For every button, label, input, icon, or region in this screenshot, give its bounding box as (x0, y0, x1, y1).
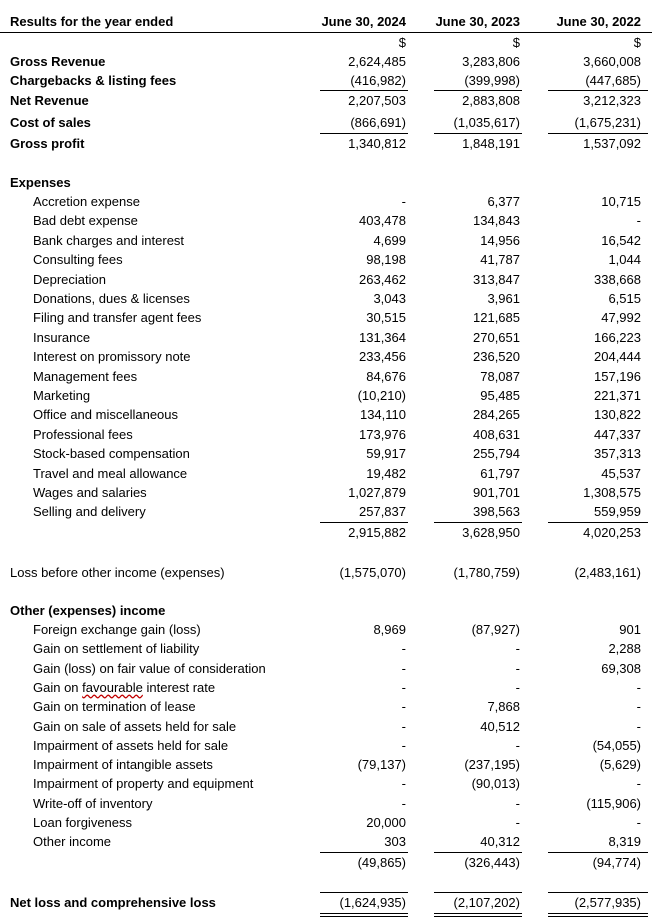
value-2024: - (401, 737, 406, 753)
value-2024: 19,482 (366, 465, 406, 481)
value-2024: (10,210) (357, 388, 406, 403)
summary-row-gross-revenue (0, 52, 664, 71)
value-2024: 4,699 (373, 232, 406, 248)
other-heading-row (0, 601, 664, 620)
expense-item-row (0, 270, 664, 289)
expense-item-row (0, 405, 664, 424)
row-label: Impairment of intangible assets (33, 757, 213, 773)
value-2023: 14,956 (480, 232, 520, 248)
row-label: Foreign exchange gain (loss) (33, 622, 201, 637)
summary-row-net-revenue (0, 91, 664, 110)
value-2023: 3,961 (487, 291, 520, 306)
value-2023: 41,787 (480, 252, 520, 268)
expense-item-row (0, 211, 664, 230)
value-2022: 901 (619, 622, 641, 637)
summary-row-cost-of-sales (0, 113, 664, 132)
value-2022: (1,675,231) (574, 115, 641, 130)
spellcheck-underline: favourable (82, 679, 143, 695)
other-item-row (0, 736, 664, 755)
value-2024: 84,676 (366, 368, 406, 384)
value-2024: - (401, 660, 406, 676)
value-2023: 61,797 (480, 465, 520, 481)
row-label: Office and miscellaneous (33, 407, 179, 423)
expense-item-row (0, 367, 664, 386)
value-2024: - (401, 679, 406, 695)
other-item-row (0, 697, 664, 716)
other-item-row (0, 813, 664, 832)
expense-item-row (0, 192, 664, 211)
value-2023: 134,843 (473, 213, 520, 229)
value-2022: - (636, 213, 641, 229)
value-2022: 357,313 (594, 446, 641, 462)
other-item-row (0, 620, 664, 639)
value-2023: 1,848,191 (462, 136, 520, 151)
loss-before-other-row (0, 563, 664, 582)
table-title: Results for the year ended (10, 14, 174, 29)
row-label: Gain on favourable interest rate (33, 679, 216, 695)
row-label: Management fees (33, 368, 138, 384)
value-2022: - (636, 815, 641, 830)
row-label: Consulting fees (33, 252, 123, 268)
value-2023: (90,013) (471, 776, 520, 792)
value-2022: (2,577,935) (574, 895, 641, 910)
value-2022: - (636, 718, 641, 734)
value-2022: 3,212,323 (583, 93, 641, 108)
expense-item-row (0, 231, 664, 250)
expense-item-row (0, 308, 664, 327)
value-2023: - (515, 660, 520, 676)
row-label: Cost of sales (10, 115, 91, 130)
value-2024: 2,915,882 (348, 525, 406, 540)
value-2022: 338,668 (594, 271, 641, 287)
value-2024: - (401, 641, 406, 657)
value-2023: 7,868 (487, 699, 520, 715)
value-2024: 257,837 (359, 504, 406, 520)
value-2022: 221,371 (594, 388, 641, 403)
other-heading: Other (expenses) income (10, 603, 166, 618)
expense-item-row (0, 502, 664, 521)
row-label: Accretion expense (33, 194, 140, 209)
value-2023: (2,107,202) (453, 895, 520, 910)
value-2023: (237,195) (464, 757, 520, 773)
value-2024: (1,624,935) (339, 895, 406, 910)
value-2023: 95,485 (480, 388, 520, 403)
value-2023: (399,998) (464, 73, 520, 88)
expenses-heading: Expenses (10, 175, 71, 190)
expense-item-row (0, 425, 664, 444)
row-label: Professional fees (33, 426, 133, 442)
value-2023: 255,794 (473, 446, 520, 462)
value-2024: - (401, 194, 406, 209)
other-item-row (0, 755, 664, 774)
value-2022: (94,774) (592, 855, 641, 870)
value-2023: - (515, 737, 520, 753)
value-2023: (1,780,759) (453, 565, 520, 580)
value-2023: 2,883,808 (462, 93, 520, 108)
value-2023: 901,701 (473, 485, 520, 500)
value-2024: 98,198 (366, 252, 406, 268)
value-2022: (2,483,161) (574, 565, 641, 580)
expense-item-row (0, 444, 664, 463)
row-label: Marketing (33, 388, 91, 403)
value-2023: (326,443) (464, 855, 520, 870)
value-2022: 447,337 (594, 426, 641, 442)
total-rule (320, 916, 408, 917)
value-2023: 398,563 (473, 504, 520, 520)
row-label: Selling and delivery (33, 504, 146, 520)
total-rule (434, 913, 522, 914)
value-2023: 313,847 (473, 271, 520, 287)
row-label: Write-off of inventory (33, 795, 153, 811)
currency-2023: $ (512, 35, 520, 50)
row-label: Interest on promissory note (33, 349, 191, 365)
value-2024: (1,575,070) (339, 565, 406, 580)
value-2022: 166,223 (594, 329, 641, 345)
value-2024: - (401, 718, 406, 734)
value-2023: 3,628,950 (462, 525, 520, 540)
row-label: Loan forgiveness (33, 815, 133, 830)
expense-item-row (0, 250, 664, 269)
row-label: Gain on settlement of liability (33, 641, 200, 657)
value-2023: 408,631 (473, 426, 520, 442)
expense-item-row (0, 483, 664, 502)
expense-item-row (0, 464, 664, 483)
column-header-2023: June 30, 2023 (435, 14, 520, 29)
other-item-row (0, 794, 664, 813)
value-2024: 2,624,485 (348, 54, 406, 69)
currency-2022: $ (633, 35, 641, 50)
value-2024: 263,462 (359, 271, 406, 287)
value-2022: (115,906) (586, 795, 641, 811)
row-label: Gain on sale of assets held for sale (33, 718, 237, 734)
total-rule (548, 913, 648, 914)
value-2024: (416,982) (350, 73, 406, 88)
expense-item-row (0, 386, 664, 405)
other-item-row (0, 659, 664, 678)
value-2024: 8,969 (373, 622, 406, 637)
value-2024: 131,364 (359, 329, 406, 345)
value-2024: (866,691) (350, 115, 406, 130)
row-label: Impairment of property and equipment (33, 776, 254, 792)
other-item-row (0, 717, 664, 736)
value-2022: (54,055) (592, 737, 641, 753)
value-2023: (87,927) (471, 622, 520, 637)
value-2022: 8,319 (608, 834, 641, 850)
value-2023: (1,035,617) (453, 115, 520, 130)
value-2022: 1,537,092 (583, 136, 641, 151)
total-rule (320, 913, 408, 914)
value-2022: 1,308,575 (583, 485, 641, 500)
row-label: Bad debt expense (33, 213, 138, 229)
value-2022: 6,515 (608, 291, 641, 306)
value-2022: (5,629) (599, 757, 641, 773)
value-2024: 20,000 (366, 815, 406, 830)
value-2024: (79,137) (357, 757, 406, 773)
currency-2024: $ (398, 35, 406, 50)
value-2024: (49,865) (357, 855, 406, 870)
column-header-2024: June 30, 2024 (321, 14, 406, 29)
expense-item-row (0, 289, 664, 308)
row-label: Net loss and comprehensive loss (10, 895, 216, 910)
row-label: Bank charges and interest (33, 232, 185, 248)
value-2022: 3,660,008 (583, 54, 641, 69)
value-2023: 40,512 (480, 718, 520, 734)
value-2023: 78,087 (480, 368, 520, 384)
value-2022: - (636, 776, 641, 792)
row-label: Gross profit (10, 136, 85, 151)
value-2023: - (515, 795, 520, 811)
value-2022: 2,288 (608, 641, 641, 657)
total-rule (548, 916, 648, 917)
row-label: Impairment of assets held for sale (33, 737, 229, 753)
row-label: Loss before other income (expenses) (10, 565, 225, 580)
other-item-row (0, 639, 664, 658)
value-2022: 69,308 (601, 660, 641, 676)
value-2023: 3,283,806 (462, 54, 520, 69)
net-loss-row (0, 893, 664, 912)
value-2023: 270,651 (473, 329, 520, 345)
value-2024: 1,340,812 (348, 136, 406, 151)
value-2023: - (515, 679, 520, 695)
summary-row-gross-profit (0, 134, 664, 153)
row-label: Gross Revenue (10, 54, 106, 69)
value-2024: 59,917 (366, 446, 406, 462)
value-2023: 40,312 (480, 834, 520, 850)
value-2022: - (636, 679, 641, 695)
row-label: Chargebacks & listing fees (10, 73, 177, 88)
value-2024: 173,976 (359, 426, 406, 442)
value-2022: 45,537 (601, 465, 641, 481)
value-2023: - (515, 815, 520, 830)
other-item-row (0, 678, 664, 697)
row-label: Filing and transfer agent fees (33, 310, 202, 326)
value-2023: 236,520 (473, 349, 520, 365)
expenses-heading-row (0, 173, 664, 192)
value-2023: 121,685 (473, 310, 520, 326)
value-2022: 204,444 (594, 349, 641, 365)
value-2022: 10,715 (601, 194, 641, 209)
value-2024: 3,043 (373, 291, 406, 306)
value-2024: 233,456 (359, 349, 406, 365)
row-label: Travel and meal allowance (33, 465, 188, 481)
expenses-total-row (0, 523, 664, 542)
column-header-2022: June 30, 2022 (556, 14, 641, 29)
value-2022: - (636, 699, 641, 715)
value-2022: 16,542 (601, 232, 641, 248)
value-2022: 47,992 (601, 310, 641, 326)
value-2023: - (515, 641, 520, 657)
other-total-row (0, 853, 664, 872)
other-item-row (0, 832, 664, 851)
value-2024: - (401, 699, 406, 715)
value-2024: - (401, 776, 406, 792)
row-label: Insurance (33, 329, 91, 345)
value-2024: 30,515 (366, 310, 406, 326)
summary-row-chargebacks (0, 71, 664, 90)
value-2024: 2,207,503 (348, 93, 406, 108)
value-2022: 1,044 (608, 252, 641, 268)
value-2022: 4,020,253 (583, 525, 641, 540)
row-label: Net Revenue (10, 93, 89, 108)
expense-item-row (0, 347, 664, 366)
value-2022: 157,196 (594, 368, 641, 384)
value-2022: (447,685) (585, 73, 641, 88)
value-2022: 130,822 (594, 407, 641, 423)
value-2024: 134,110 (359, 407, 406, 423)
expense-item-row (0, 328, 664, 347)
value-2023: 284,265 (473, 407, 520, 423)
row-label: Gain (loss) on fair value of consideration (33, 660, 266, 676)
total-rule (434, 916, 522, 917)
value-2022: 559,959 (594, 504, 641, 520)
row-label: Gain on termination of lease (33, 699, 196, 715)
value-2024: 303 (384, 834, 406, 850)
other-item-row (0, 774, 664, 793)
value-2024: 403,478 (359, 213, 406, 229)
row-label: Donations, dues & licenses (33, 291, 190, 306)
value-2024: 1,027,879 (348, 485, 406, 500)
row-label: Depreciation (33, 271, 106, 287)
row-label: Stock-based compensation (33, 446, 190, 462)
value-2024: - (401, 795, 406, 811)
value-2023: 6,377 (487, 194, 520, 209)
row-label: Other income (33, 834, 112, 850)
row-label: Wages and salaries (33, 485, 147, 500)
